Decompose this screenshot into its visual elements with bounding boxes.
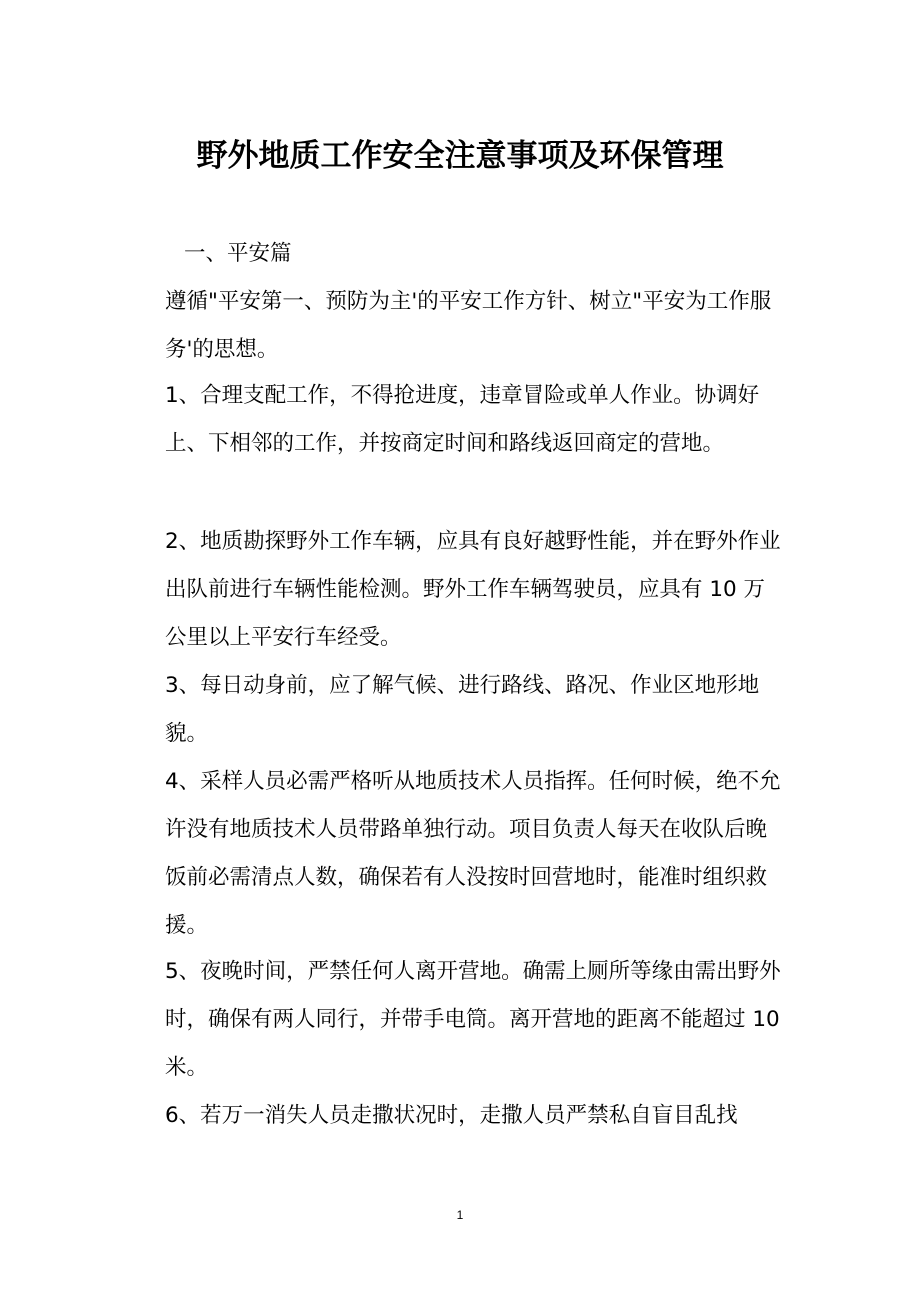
document-title: 野外地质工作安全注意事项及环保管理 [196, 138, 724, 174]
paragraph-intro: 遵循"平安第一、预防为主'的平安工作方针、树立"平安为工作服务'的思想。 [165, 289, 772, 362]
paragraph-item-6: 6、若万一消失人员走撒状况时，走撒人员严禁私自盲目乱找 [165, 1103, 738, 1128]
section-heading: 一、平安篇 [184, 241, 292, 266]
paragraph-item-1: 1、合理支配工作，不得抢进度，违章冒险或单人作业。协调好上、下相邻的工作，并按商定时间和路线返回商定的营地。 [165, 383, 760, 456]
paragraph-item-4: 4、采样人员必需严格听从地质技术人员指挥。任何时候，绝不允许没有地质技术人员带路单独行动。项目负责人每天在收队后晚饭前必需清点人数，确保若有人没按时回营地时，能准时组织救援。 [165, 769, 781, 938]
page-number: 1 [456, 1208, 464, 1222]
paragraph-item-2: 2、地质勘探野外工作车辆，应具有良好越野性能，并在野外作业出队前进行车辆性能检测。野外工作车辆驾驶员，应具有 10 万公里以上平安行车经受。 [165, 529, 781, 650]
paragraph-item-3: 3、每日动身前，应了解气候、进行路线、路况、作业区地形地貌。 [165, 673, 760, 746]
paragraph-item-5: 5、夜晚时间，严禁任何人离开营地。确需上厕所等缘由需出野外时，确保有两人同行，并带手电筒。离开营地的距离不能超过 10 米。 [165, 959, 781, 1080]
